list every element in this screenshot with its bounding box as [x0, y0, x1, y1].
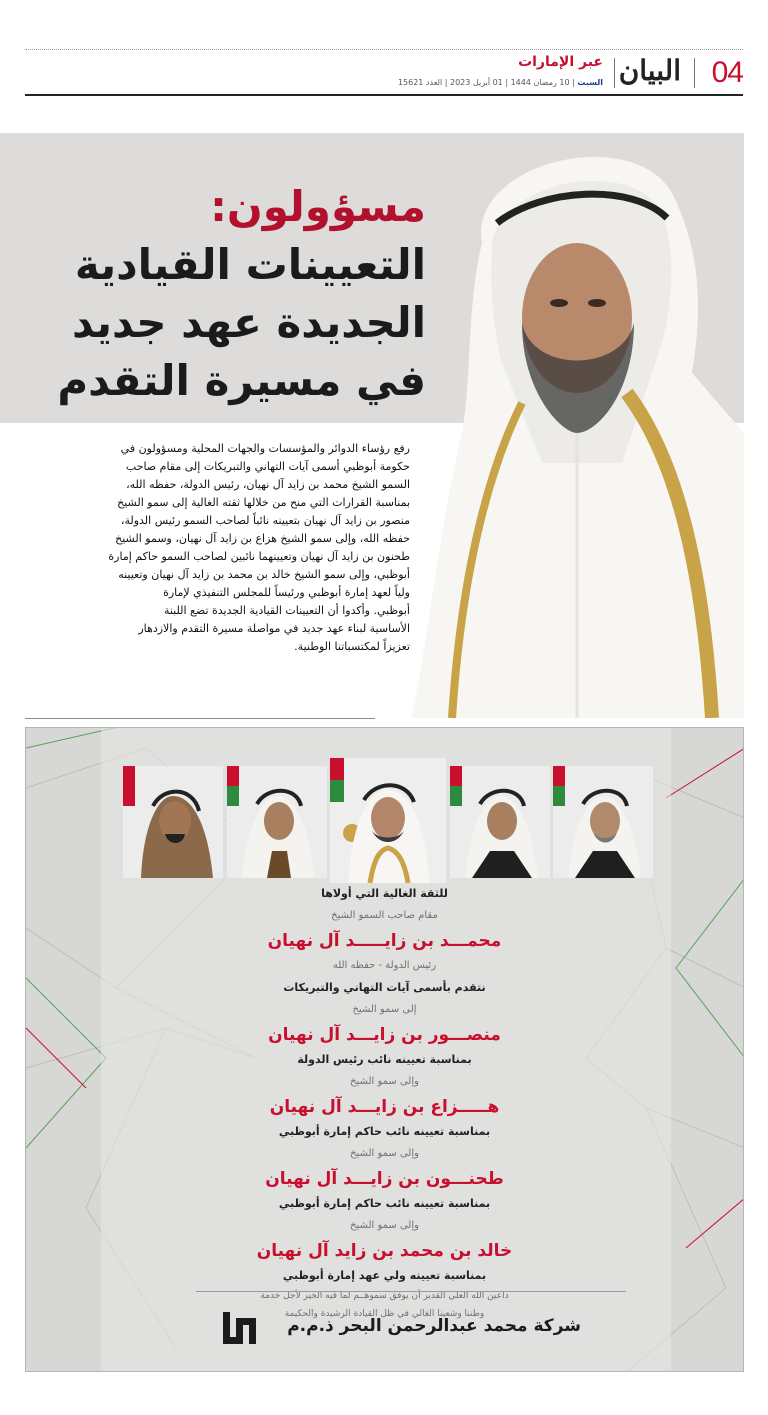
body-line: رفع رؤساء الدوائر والمؤسسات والجهات المحلية ومسؤولون في [120, 442, 410, 455]
ad-name: هـــــزاع بن زايـــد آل نهيان [269, 1097, 500, 1117]
ad-name: محمـــد بن زايـــــد آل نهيان [267, 931, 502, 951]
leader-photo [450, 766, 550, 878]
ad-address: إلى سمو الشيخ [352, 1004, 417, 1015]
leader-photo [227, 766, 327, 878]
ad-occasion: بمناسبة تعيينه نائب حاكم إمارة أبوظبي [278, 1197, 491, 1210]
body-line: تعزيزاً لمكتسباتنا الوطنية. [294, 640, 410, 653]
leader-portrait [372, 133, 744, 718]
body-line: حكومة أبوظبي أسمى آيات التهاني والتبريكات إلى مقام صاحب [125, 460, 410, 473]
leader-photo [123, 766, 223, 878]
top-dotted-rule [25, 49, 743, 50]
company-name: شركة محمد عبدالرحمن البحر ذ.م.م [287, 1316, 581, 1336]
body-line: بمناسبة القرارات التي منح من خلالها ثقته الغالية إلى سمو الشيخ [117, 496, 410, 509]
headline-line-4: في مسيرة التقدم [57, 356, 426, 405]
body-line: منصور بن زايد آل نهيان بتعيينه نائباً لصاحب السمو رئيس الدولة، [120, 514, 410, 527]
ad-name: خالد بن محمد بن زايد آل نهيان [256, 1241, 513, 1261]
header-divider [694, 58, 695, 88]
ad-divider [196, 1291, 626, 1292]
leader-photo-center [330, 758, 446, 883]
body-line: أبوظبي، وإلى سمو الشيخ خالد بن محمد بن زايد آل نهيان وتعيينه [118, 568, 410, 581]
body-line: الأساسية لبناء عهد جديد في مواصلة مسيرة التقدم والازدهار [138, 622, 410, 635]
dateline: السبت | 10 رمضان 1444 | 01 أبريل 2023 | العدد 15621 [397, 78, 603, 87]
ad-congrats: نتقدم بأسمى آيات التهاني والتبريكات [283, 981, 486, 994]
company-signature [221, 1308, 581, 1348]
newspaper-logo[interactable]: البيان [618, 54, 681, 87]
article-bottom-rule [25, 718, 375, 719]
ad-address: وإلى سمو الشيخ [350, 1148, 419, 1159]
congratulation-advert [25, 727, 744, 1372]
ad-address: وإلى سمو الشيخ [350, 1076, 419, 1087]
ad-address: مقام صاحب السمو الشيخ [331, 910, 438, 921]
header-divider-2 [614, 58, 615, 88]
ad-occasion: بمناسبة تعيينه ولي عهد إمارة أبوظبي [282, 1269, 487, 1282]
ad-prayer: داعين الله العلي القدير أن يوفق سموهــم لما فيه الخير لأجل خدمة [260, 1291, 509, 1301]
body-line: أبوظبي. وأكدوا أن التعيينات القيادية الجديدة تضع اللبنة [163, 604, 410, 617]
dateline-day: السبت [577, 78, 603, 87]
body-line: حفظه الله، وإلى سمو الشيخ هزاع بن زايد آل نهيان، وسمو الشيخ [115, 532, 410, 545]
leader-photo [553, 766, 653, 878]
article-headline [57, 178, 426, 410]
body-line: طحنون بن زايد آل نهيان وتعيينهما نائبين لصاحب السمو حاكم إمارة [108, 550, 410, 563]
company-logo-icon [221, 1308, 261, 1348]
dateline-details: 10 رمضان 1444 | 01 أبريل 2023 | العدد 15621 [397, 78, 570, 87]
headline-line-1: مسؤولون: [210, 182, 426, 231]
ad-prayer: وطننا وشعبنا الغالي في ظل القيادة الرشيدة والحكيمة [284, 1309, 485, 1319]
ad-occasion: بمناسبة تعيينه نائب حاكم إمارة أبوظبي [278, 1125, 491, 1138]
page-number: 04 [711, 56, 743, 89]
ad-address: وإلى سمو الشيخ [350, 1220, 419, 1231]
ad-title: رئيس الدولة - حفظه الله [332, 960, 437, 971]
headline-line-3: الجديدة عهد جديد [71, 298, 426, 347]
headline-line-2: التعيينات القيادية [74, 240, 426, 289]
ad-message [26, 883, 743, 1323]
article-body [20, 440, 410, 656]
body-line: ولياً لعهد إمارة أبوظبي ورئيساً للمجلس التنفيذي لإمارة [163, 586, 410, 599]
ad-occasion: بمناسبة تعيينه نائب رئيس الدولة [297, 1053, 472, 1066]
ad-intro: للثقة الغالية التي أولاها [321, 887, 448, 900]
ad-name: طحنـــون بن زايـــد آل نهيان [265, 1169, 504, 1189]
leaders-photos [123, 758, 653, 883]
body-line: السمو الشيخ محمد بن زايد آل نهيان، رئيس الدولة، حفظه الله، [126, 478, 410, 491]
ad-name: منصـــور بن زايـــد آل نهيان [268, 1025, 501, 1045]
section-title[interactable]: عبر الإمارات [518, 54, 603, 70]
page-header [25, 52, 743, 96]
